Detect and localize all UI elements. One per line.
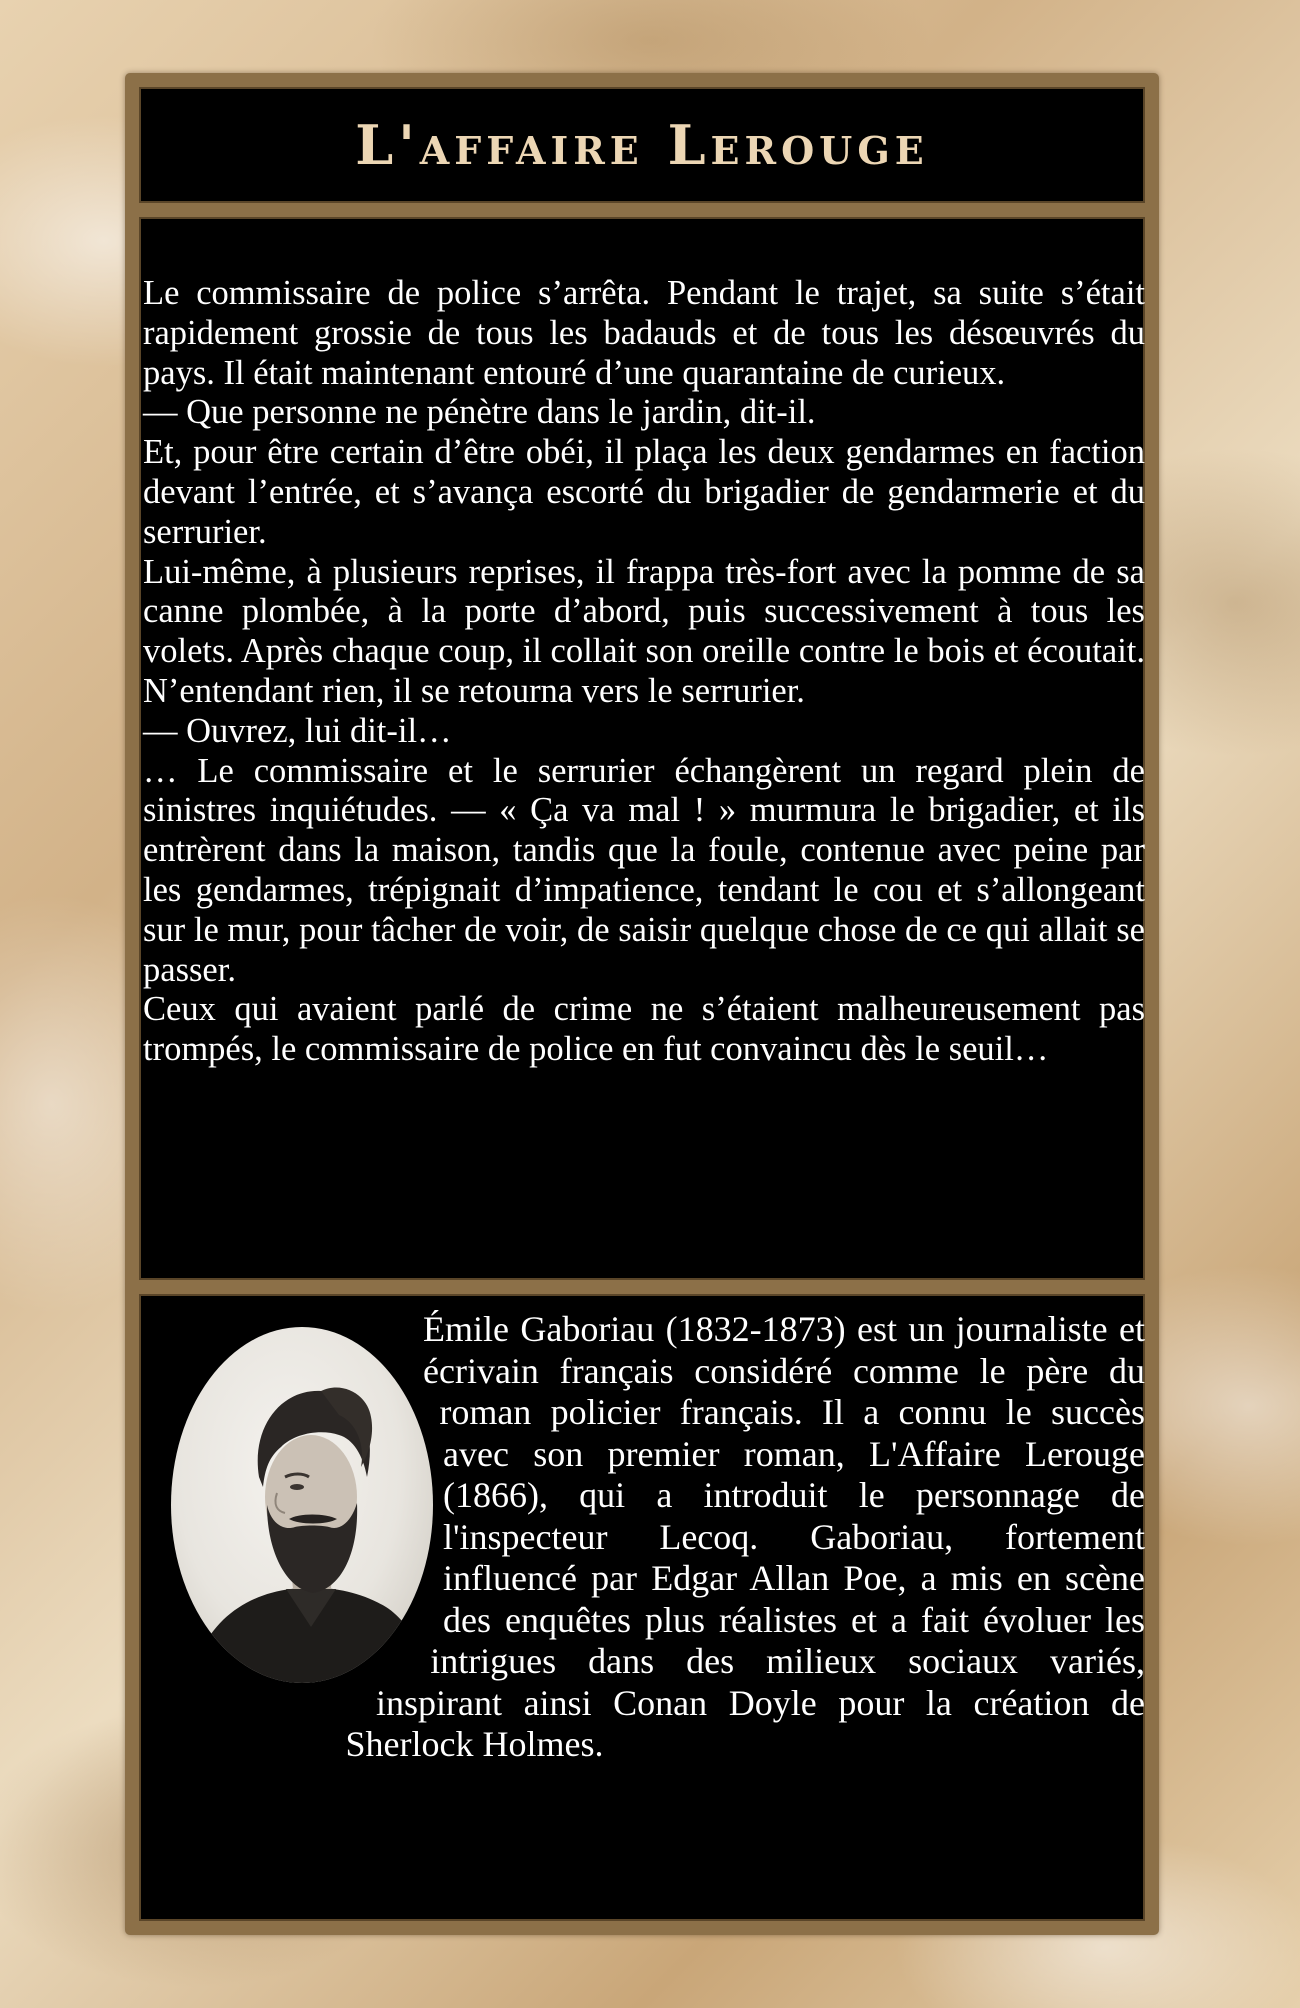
excerpt-panel [139, 217, 1145, 1280]
author-portrait-wrapper [143, 1309, 443, 1729]
excerpt-paragraph: Ceux qui avaient parlé de crime ne s’étaient malheureusement pas trompés, le commissaire de police en fut convaincu dès le seuil… [143, 990, 1145, 1069]
author-bio-text: Émile Gaboriau (1832-1873) est un journaliste et écrivain français considéré comme le père du roman policier français. Il a connu le succès avec son premier roman, L'Affaire Lerouge (1866), qui a introduit le personnage de l'inspecteur Lecoq. Gaboriau, fortement influencé par Edgar Allan Poe, a mis en scène des enquêtes plus réalistes et a fait évoluer les intrigues dans des milieux sociaux variés, inspirant ainsi Conan Doyle pour la création de Sherlock Holmes. [345, 1309, 1145, 1764]
portrait-illustration [171, 1327, 433, 1683]
author-bio-panel [139, 1294, 1145, 1921]
excerpt-paragraph: … Le commissaire et le serrurier échangèrent un regard plein de sinistres inquiétudes. — « Ça va mal ! » murmura le brigadier, et ils entrèrent dans la maison, tandis que la foule, contenue avec peine par les gendarmes, trépignait d’impatience, tendant le cou et s’allongeant sur le mur, pour tâcher de voir, de saisir quelque chose de ce qui allait se passer. [143, 751, 1145, 989]
excerpt-paragraph: — Ouvrez, lui dit-il… [143, 711, 452, 750]
author-portrait [171, 1327, 433, 1683]
author-bio [141, 1309, 1147, 1766]
excerpt-paragraph: — Que personne ne pénètre dans le jardin, dit-il. [143, 393, 816, 432]
book-title: L'affaire Lerouge [355, 113, 929, 177]
title-banner [139, 87, 1145, 203]
excerpt-paragraph: Le commissaire de police s’arrêta. Pendant le trajet, sa suite s’était rapidement grossie de tous les badauds et de tous les désœuvrés du pays. Il était maintenant entouré d’une quarantaine de curieux. [143, 274, 1145, 392]
excerpt-text [141, 274, 1147, 1070]
excerpt-paragraph: Lui-même, à plusieurs reprises, il frappa très-fort avec la pomme de sa canne plombée, à la porte d’abord, puis successivement à tous les volets. Après chaque coup, il collait son oreille contre le bois et écoutait. N’entendant rien, il se retourna vers le serrurier. [143, 552, 1145, 710]
excerpt-paragraph: Et, pour être certain d’être obéi, il plaça les deux gendarmes en faction devant l’entrée, et s’avança escorté du brigadier de gendarmerie et du serrurier. [143, 433, 1145, 551]
